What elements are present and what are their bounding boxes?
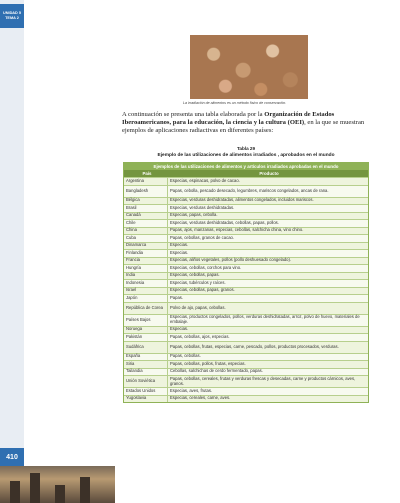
product-cell: Papas, cebollas, granos de cacao. bbox=[170, 234, 235, 240]
table-row bbox=[124, 387, 368, 395]
product-cell: Papas, ajos, manzanas, especias, cebollas, salchicha china, vino chino. bbox=[170, 227, 304, 233]
product-cell: Cebollas, salchichas de cerdo fermentado, papas. bbox=[170, 368, 263, 374]
product-cell: Papas, cebollas, frutas, especias, carne, pescado, pollos, productos procesados, verduras. bbox=[170, 343, 339, 349]
table-row bbox=[124, 219, 368, 227]
table-title: Ejemplo de las utilizaciones de alimentos irradiados , aprobados en el mundo bbox=[157, 153, 335, 158]
table-body bbox=[124, 177, 368, 402]
col-country: País bbox=[142, 171, 152, 176]
country-cell: Unión Soviética bbox=[124, 376, 168, 387]
product-cell: Papas, cebolla, pescado desecado, legumbres, mariscos congelados, ancas de rana. bbox=[170, 187, 329, 193]
country-cell: Yugoslavia bbox=[124, 396, 168, 403]
product-cell: Especias. bbox=[170, 242, 189, 248]
country-cell: Sudáfrica bbox=[124, 342, 168, 353]
product-cell: Especias. bbox=[170, 326, 189, 332]
country-cell: Japón bbox=[124, 295, 168, 302]
table-row bbox=[124, 279, 368, 287]
country-cell: Bélgica bbox=[124, 198, 168, 205]
page-number: 410 bbox=[0, 448, 24, 466]
col-product: Producto bbox=[259, 171, 279, 176]
country-cell: Pakistán bbox=[124, 334, 168, 341]
table-row bbox=[124, 264, 368, 272]
topic-label: TEMA 2 bbox=[5, 16, 19, 20]
country-cell: Bangladesh bbox=[124, 186, 168, 197]
country-cell: Hungría bbox=[124, 265, 168, 272]
country-cell: Cuba bbox=[124, 235, 168, 242]
table-row bbox=[124, 395, 368, 403]
product-cell: Especias, cereales, carne, aves. bbox=[170, 395, 231, 401]
table-row bbox=[124, 249, 368, 257]
table-header: Ejemplos de las utilizaciones de alimentos y artículos irradiados aprobadas en el mundo bbox=[124, 163, 368, 170]
product-cell: Papas, cebollas. bbox=[170, 353, 201, 359]
country-cell: Israel bbox=[124, 288, 168, 295]
side-strip bbox=[0, 0, 24, 503]
product-cell: Papas, cebollas, ajos, especias. bbox=[170, 333, 230, 339]
country-cell: Argentina bbox=[124, 178, 168, 185]
product-cell: Papas, cebollas, cereales, frutas y verduras frescas y desecadas, carne y productos cárnicos, aves, granos. bbox=[170, 375, 356, 386]
table-row bbox=[124, 368, 368, 376]
product-cell: Especias, verduras deshidratadas. bbox=[170, 204, 235, 210]
product-cell: Especias, espinacas, polvo de cacao. bbox=[170, 177, 240, 183]
table-row bbox=[124, 341, 368, 353]
country-cell: Noruega bbox=[124, 327, 168, 334]
table-row bbox=[124, 257, 368, 265]
product-cell: Especias, verduras deshidratadas, cebollas, papas, pollos. bbox=[170, 219, 279, 225]
unit-tab bbox=[0, 4, 24, 28]
country-cell: Tailandia bbox=[124, 369, 168, 376]
product-cell: Especias, cebollas, papas. bbox=[170, 272, 220, 278]
country-cell: Países Bajos bbox=[124, 315, 168, 326]
country-cell: España bbox=[124, 354, 168, 361]
country-cell: Indonesia bbox=[124, 280, 168, 287]
table-row bbox=[124, 302, 368, 314]
table-row bbox=[124, 177, 368, 185]
country-cell: Dinamarca bbox=[124, 243, 168, 250]
table-row bbox=[124, 227, 368, 235]
bottom-photo bbox=[0, 466, 115, 503]
intro-part1: A continuación se presenta una tabla elaborada por la bbox=[122, 111, 265, 118]
country-cell: Canadá bbox=[124, 213, 168, 220]
product-cell: Especias, papas, cebolla. bbox=[170, 212, 218, 218]
intro-org: Organización de Estados Iberoamericanos, para la educación, la ciencia y la cultura (OEI) bbox=[122, 111, 335, 126]
product-cell: Especias, verduras deshidratadas, alimentos congelados, incluidos mariscos. bbox=[170, 197, 314, 203]
table-row bbox=[124, 272, 368, 280]
unit-label: UNIDAD 5 bbox=[3, 11, 21, 15]
column-headers bbox=[124, 170, 368, 177]
table-row bbox=[124, 185, 368, 197]
figure-caption: La irradiación de alimentos es un método físico de conservación. bbox=[183, 101, 287, 105]
product-cell: Especias, aliños vegetales, pollos (pollo deshuesado congelado). bbox=[170, 257, 292, 263]
table-row bbox=[124, 353, 368, 361]
table-row bbox=[124, 234, 368, 242]
table-row bbox=[124, 333, 368, 341]
product-cell: Polvo de ajo, papas, cebollas. bbox=[170, 304, 226, 310]
table-row bbox=[124, 204, 368, 212]
table-row bbox=[124, 314, 368, 326]
intro-part2: , en la que se muestran ejemplos de aplicaciones radiactivas en diferentes países: bbox=[122, 119, 365, 134]
country-cell: Chile bbox=[124, 220, 168, 227]
product-cell: Especias, aves, frutas. bbox=[170, 387, 213, 393]
table-row bbox=[124, 197, 368, 205]
table-row bbox=[124, 294, 368, 302]
product-cell: Especias. bbox=[170, 249, 189, 255]
country-cell: Brasil bbox=[124, 205, 168, 212]
country-cell: India bbox=[124, 273, 168, 280]
table-row bbox=[124, 242, 368, 250]
table-number: Tabla 29 bbox=[236, 146, 256, 151]
table-row bbox=[124, 212, 368, 220]
country-cell: Estados Unidos bbox=[124, 388, 168, 395]
table-row bbox=[124, 360, 368, 368]
country-cell: República de Corea bbox=[124, 303, 168, 314]
country-cell: Siria bbox=[124, 361, 168, 368]
irradiation-table bbox=[123, 162, 369, 403]
product-cell: Especias, tubérculos y raíces. bbox=[170, 279, 226, 285]
food-photo bbox=[190, 35, 308, 99]
product-cell: Papas. bbox=[170, 294, 184, 300]
intro-paragraph bbox=[122, 111, 370, 135]
country-cell: China bbox=[124, 228, 168, 235]
table-row bbox=[124, 287, 368, 295]
product-cell: Papas, cebollas, pollos, frutas, especias. bbox=[170, 360, 246, 366]
country-cell: Finlandia bbox=[124, 250, 168, 257]
product-cell: Especias, cebollas, papas, granos. bbox=[170, 287, 235, 293]
product-cell: Especias, cebollas, corchos para vino. bbox=[170, 264, 242, 270]
product-cell: Especias, productos congelados, pollos, verduras deshidratadas, arroz, polvo de huevo, materiales de embalaje. bbox=[170, 314, 360, 324]
table-row bbox=[124, 326, 368, 334]
country-cell: Francia bbox=[124, 258, 168, 265]
table-row bbox=[124, 375, 368, 387]
